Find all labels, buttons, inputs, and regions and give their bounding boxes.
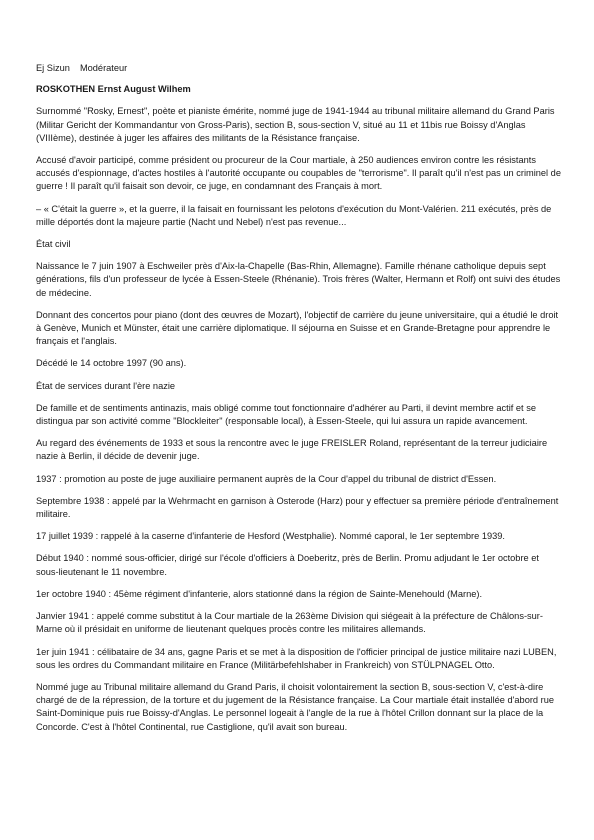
paragraph-1940-october: 1er octobre 1940 : 45ème régiment d'infanterie, alors stationné dans la région de Sainte-Menehould (Marne). (36, 588, 483, 599)
post-header (36, 62, 564, 75)
paragraph-1941-june: 1er juin 1941 : célibataire de 34 ans, gagne Paris et se met à la disposition de l'officier principal de justice militaire nazi LUBEN, sous les ordres du Commandant militaire en France (Militärbefehlshaber in Frankreich) von STÜLPNAGEL Otto. (36, 646, 557, 670)
paragraph-1937: 1937 : promotion au poste de juge auxiliaire permanent auprès de la Cour d'appel du tribunal de district d'Essen. (36, 473, 497, 484)
paragraph-1939: 17 juillet 1939 : rappelé à la caserne d'infanterie de Hesford (Westphalie). Nommé caporal, le 1er septembre 1939. (36, 531, 505, 542)
section-heading-etat-civil: État civil (36, 239, 71, 250)
paragraph-intro: Surnommé "Rosky, Ernest", poète et pianiste émérite, nommé juge de 1941-1944 au tribunal militaire allemand du Grand Paris (Militar Gericht der Kommandantur von Gross-Paris), section B, sous-section V, situé au 11 et 11bis rue Boissy d'Anglas (VIIIème), destinée à juger les affaires des militants de la Résistance française. (36, 106, 555, 143)
paragraph-death: Décédé le 14 octobre 1997 (90 ans). (36, 358, 187, 369)
paragraph-1940-start: Début 1940 : nommé sous-officier, dirigé sur l'école d'officiers à Doeberitz, près de Berlin. Promu adjudant le 1er octobre et sous-lieutenant le 11 novembre. (36, 553, 539, 577)
section-heading-services: État de services durant l'ère nazie (36, 380, 176, 391)
paragraph-freisler: Au regard des événements de 1933 et sous la rencontre avec le juge FREISLER Roland, représentant de la terreur judiciaire nazie à Berlin, il décide de devenir juge. (36, 438, 548, 462)
paragraph-tribunal: Nommé juge au Tribunal militaire allemand du Grand Paris, il choisit volontairement la section B, sous-section V, c'est-à-dire chargé de de la répression, de la torture et du jugement de la Résistance française. La Cour martiale était installée d'abord rue Saint-Dominique puis rue Boissy-d'Anglas. Le personnel logeait à l'angle de la rue à l'hôtel Crillon donnant sur la place de la Concorde. C'est à l'hôtel Continental, rue Castiglione, qu'il avait son bureau. (36, 681, 555, 732)
document-title: ROSKOTHEN Ernst August Wilhem (36, 84, 191, 95)
paragraph-birth: Naissance le 7 juin 1907 à Eschweiler près d'Aix-la-Chapelle (Bas-Rhin, Allemagne). Famille rhénane catholique depuis sept générations, fils d'un professeur de lycée à Essen-Steele (Rhénanie). Trois frères (Walter, Hermann et Rolf) ont suivi des études de médecine. (36, 261, 561, 298)
paragraph-1938: Septembre 1938 : appelé par la Wehrmacht en garnison à Osterode (Harz) pour y effectuer sa première période d'entraînement militaire. (36, 495, 559, 520)
paragraph-accusation: Accusé d'avoir participé, comme président ou procureur de la Cour martiale, à 250 audiences environ contre les résistants accusés d'espionnage, d'actes hostiles à l'autorité occupante ou coupables de "terrorisme". Il paraît qu'il n'est pas un criminel de guerre ! Il paraît qu'il faisait son devoir, ce juge, en condamnant des Français à mort. (36, 155, 561, 192)
author-name[interactable]: Ej Sizun (36, 63, 70, 73)
author-role: Modérateur (79, 63, 128, 73)
paragraph-party: De famille et de sentiments antinazis, mais obligé comme tout fonctionnaire d'adhérer au Parti, il devint membre actif et se distingua par son activité comme "Blockleiter" (responsable local), à Essen-Steele, qui lui assura un rapide avancement. (36, 402, 536, 427)
paragraph-career: Donnant des concertos pour piano (dont des œuvres de Mozart), l'objectif de carrière du jeune universitaire, qui a étudié le droit à Genève, Munich et Münster, était une carrière diplomatique. Il séjourna en Suisse et en Grande-Bretagne pour apprendre le français et l'anglais. (36, 309, 559, 347)
paragraph-1941-january: Janvier 1941 : appelé comme substitut à la Cour martiale de la 263ème Division qui siégeait à la préfecture de Châlons-sur-Marne où il présidait en uniforme de lieutenant quelques procès contre les militaires allemands. (36, 611, 543, 635)
paragraph-quote: – « C'était la guerre », et la guerre, il la faisait en fournissant les pelotons d'exécution du Mont-Valérien. 211 exécutés, près de mille déportés dont la majeure partie (Nacht und Nebel) n'est pas revenue... (36, 203, 552, 227)
